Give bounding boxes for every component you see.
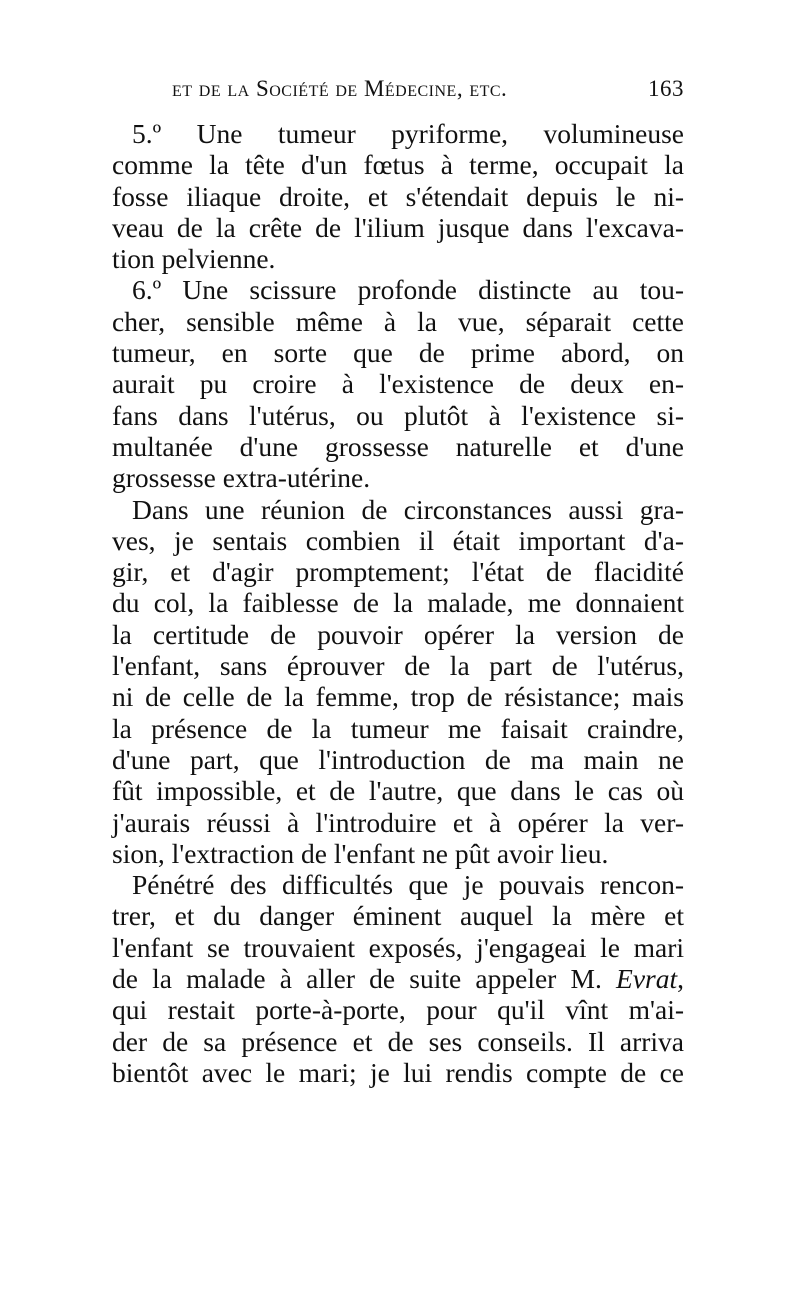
text-line: 6.º Une scissure profonde distincte au tou-	[132, 274, 684, 306]
book-page	[112, 72, 684, 1088]
italic-name: Evrat	[616, 963, 678, 995]
text-line: sion, l'extraction de l'enfant ne pût avoir lieu.	[112, 837, 609, 869]
text-line: der de sa présence et de ses conseils. Il arriva	[112, 1025, 684, 1057]
text-line: veau de la crête de l'ilium jusque dans l'excava-	[112, 211, 684, 243]
text-line: aurait pu croire à l'existence de deux en-	[112, 368, 684, 400]
text-line: 5.º Une tumeur pyriforme, volumineuse	[132, 118, 684, 149]
text-line: l'enfant, sans éprouver de la part de l'utérus,	[112, 650, 684, 682]
text-line: du col, la faiblesse de la malade, me donnaient	[112, 587, 684, 619]
text-line: multanée d'une grossesse naturelle et d'une	[112, 430, 684, 462]
text-line: comme la tête d'un fœtus à terme, occupait la	[112, 149, 684, 181]
text-line: bientôt avec le mari; je lui rendis compte de ce	[112, 1056, 684, 1088]
text-line: fans dans l'utérus, ou plutôt à l'existence si-	[112, 399, 684, 431]
text-line: tion pelvienne.	[112, 243, 276, 275]
text-line: grossesse extra-utérine.	[112, 462, 371, 494]
text-line: fût impossible, et de l'autre, que dans le cas où	[112, 775, 684, 807]
text-line: Pénétré des difficultés que je pouvais rencon-	[132, 869, 684, 901]
italic-name-suffix: ,	[677, 963, 684, 995]
text-line: ni de celle de la femme, trop de résistance; mais	[112, 681, 684, 713]
text-line: cher, sensible même à la vue, séparait cette	[112, 305, 684, 337]
running-head-title: et de la Société de Médecine, etc.	[172, 76, 508, 101]
text-line-start: de la malade à aller de suite appeler M.	[112, 963, 617, 995]
page-number: 163	[648, 76, 684, 101]
text-line: qui restait porte-à-porte, pour qu'il vînt m'ai-	[112, 994, 684, 1026]
text-line: trer, et du danger éminent auquel la mère et	[112, 900, 684, 932]
text-line: l'enfant se trouvaient exposés, j'engageai le mari	[112, 931, 684, 963]
running-head	[112, 72, 684, 112]
body-text	[112, 118, 684, 1088]
text-line	[112, 963, 684, 994]
text-line: gir, et d'agir promptement; l'état de flacidité	[112, 556, 684, 588]
text-line: ves, je sentais combien il était important d'a-	[112, 524, 684, 556]
text-line: fosse iliaque droite, et s'étendait depuis le ni-	[112, 180, 684, 212]
text-line: tumeur, en sorte que de prime abord, on	[112, 337, 684, 369]
text-line: la présence de la tumeur me faisait craindre,	[112, 712, 684, 744]
text-line: la certitude de pouvoir opérer la version de	[112, 618, 684, 650]
text-line: j'aurais réussi à l'introduire et à opérer la ver-	[112, 806, 684, 838]
text-line: d'une part, que l'introduction de ma main ne	[112, 743, 684, 775]
text-line: Dans une réunion de circonstances aussi gra-	[132, 493, 684, 525]
